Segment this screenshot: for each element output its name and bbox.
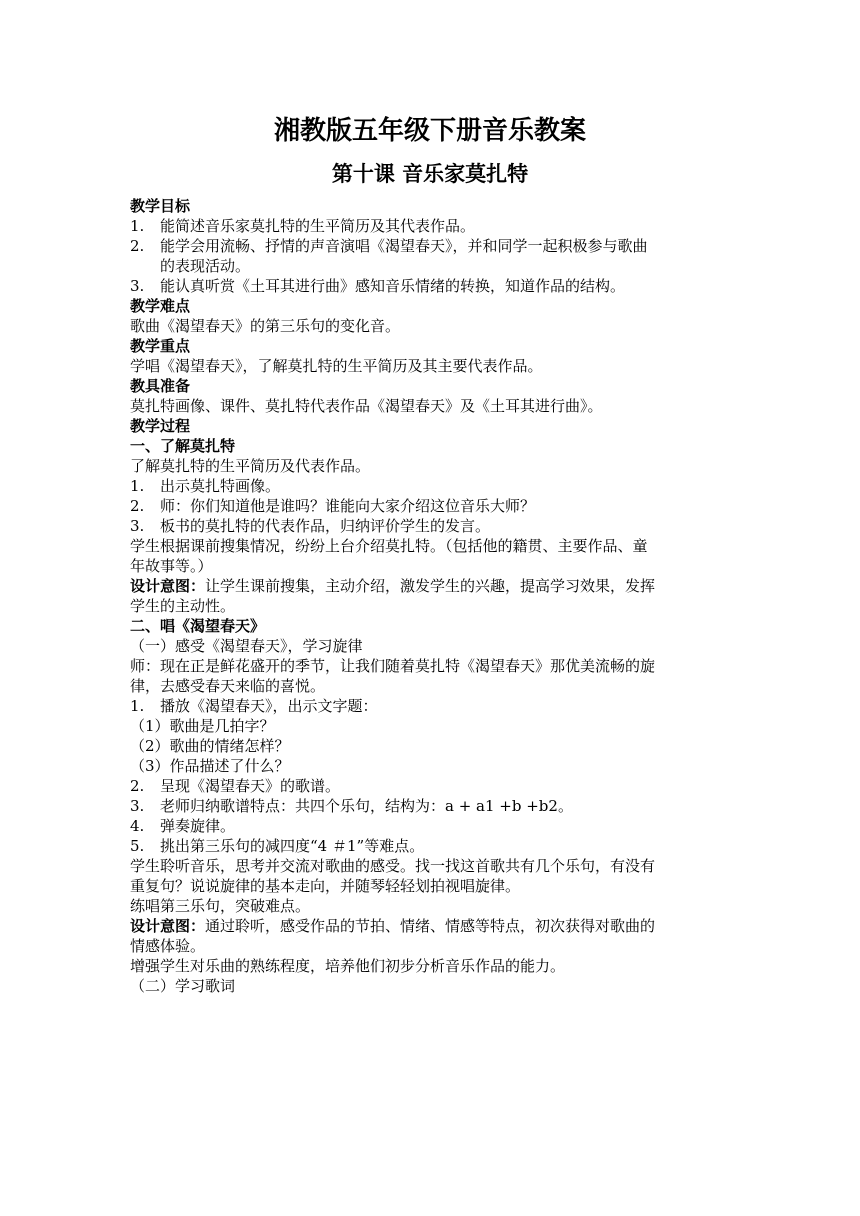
section-heading: 二、唱《渴望春天》 bbox=[130, 617, 266, 635]
paragraph-line: （2）歌曲的情绪怎样？ bbox=[130, 737, 290, 755]
item-number: 1. bbox=[130, 477, 145, 495]
item-text: 挑出第三乐句的减四度“4 ＃1”等难点。 bbox=[160, 837, 425, 855]
section-heading: 教学目标 bbox=[130, 197, 191, 215]
lesson-title: 第十课 音乐家莫扎特 bbox=[331, 161, 529, 186]
paragraph-line: 了解莫扎特的生平简历及代表作品。 bbox=[130, 457, 371, 475]
section-heading: 教学难点 bbox=[130, 297, 191, 315]
paragraph-line: 情感体验。 bbox=[130, 937, 206, 955]
item-number: 1. bbox=[130, 217, 145, 235]
design-intent-text: 通过聆听，感受作品的节拍、情绪、情感等特点，初次获得对歌曲的 bbox=[205, 917, 656, 935]
item-text: 弹奏旋律。 bbox=[160, 817, 236, 835]
numbered-item bbox=[130, 516, 730, 536]
design-intent-label: 设计意图： bbox=[130, 917, 206, 935]
design-intent-line bbox=[130, 576, 730, 596]
document-body bbox=[130, 196, 730, 996]
paragraph-line: 学生根据课前搜集情况，纷纷上台介绍莫扎特。（包括他的籍贯、主要作品、童 bbox=[130, 537, 648, 555]
item-continuation: 的表现活动。 bbox=[160, 257, 251, 275]
paragraph-line: （3）作品描述了什么？ bbox=[130, 757, 290, 775]
paragraph-line: 重复句？说说旋律的基本走向，并随琴轻轻划拍视唱旋律。 bbox=[130, 877, 521, 895]
item-number: 3. bbox=[130, 517, 145, 535]
numbered-item bbox=[130, 816, 730, 836]
item-text: 能简述音乐家莫扎特的生平简历及其代表作品。 bbox=[160, 217, 476, 235]
numbered-item bbox=[130, 236, 730, 256]
item-text: 老师归纳歌谱特点：共四个乐句，结构为：a + a1 +b +b2。 bbox=[160, 797, 573, 815]
section-heading: 教学过程 bbox=[130, 417, 191, 435]
item-text: 师：你们知道他是谁吗？谁能向大家介绍这位音乐大师？ bbox=[160, 497, 536, 515]
paragraph-line: 莫扎特画像、课件、莫扎特代表作品《渴望春天》及《土耳其进行曲》。 bbox=[130, 397, 603, 415]
numbered-item bbox=[130, 696, 730, 716]
section-heading: 教学重点 bbox=[130, 337, 191, 355]
paragraph-line: 歌曲《渴望春天》的第三乐句的变化音。 bbox=[130, 317, 401, 335]
design-intent-label: 设计意图： bbox=[130, 577, 206, 595]
paragraph-line: （1）歌曲是几拍字？ bbox=[130, 717, 275, 735]
item-text: 板书的莫扎特的代表作品，归纳评价学生的发言。 bbox=[160, 517, 491, 535]
numbered-item bbox=[130, 776, 730, 796]
paragraph-line: 师：现在正是鲜花盛开的季节，让我们随着莫扎特《渴望春天》那优美流畅的旋 bbox=[130, 657, 656, 675]
item-number: 2. bbox=[130, 237, 145, 255]
numbered-item bbox=[130, 836, 730, 856]
item-number: 5. bbox=[130, 837, 145, 855]
paragraph-line: 学生聆听音乐，思考并交流对歌曲的感受。找一找这首歌共有几个乐句，有没有 bbox=[130, 857, 656, 875]
item-number: 2. bbox=[130, 497, 145, 515]
numbered-item bbox=[130, 276, 730, 296]
item-text: 呈现《渴望春天》的歌谱。 bbox=[160, 777, 341, 795]
item-number: 2. bbox=[130, 777, 145, 795]
item-number: 3. bbox=[130, 277, 145, 295]
numbered-item bbox=[130, 496, 730, 516]
paragraph-line: 学生的主动性。 bbox=[130, 597, 236, 615]
section-heading: 一、了解莫扎特 bbox=[130, 437, 236, 455]
paragraph-line: 增强学生对乐曲的熟练程度，培养他们初步分析音乐作品的能力。 bbox=[130, 957, 566, 975]
item-text: 能学会用流畅、抒情的声音演唱《渴望春天》，并和同学一起积极参与歌曲 bbox=[160, 237, 648, 255]
item-text: 播放《渴望春天》，出示文字题： bbox=[160, 697, 378, 715]
document-title: 湘教版五年级下册音乐教案 bbox=[273, 116, 586, 146]
item-number: 4. bbox=[130, 817, 145, 835]
design-intent-line bbox=[130, 916, 730, 936]
paragraph-line: （一）感受《渴望春天》，学习旋律 bbox=[130, 637, 363, 655]
numbered-item bbox=[130, 796, 730, 816]
paragraph-line: 律，去感受春天来临的喜悦。 bbox=[130, 677, 326, 695]
item-text: 出示莫扎特画像。 bbox=[160, 477, 281, 495]
section-heading: 教具准备 bbox=[130, 377, 191, 395]
item-text: 能认真听赏《土耳其进行曲》感知音乐情绪的转换，知道作品的结构。 bbox=[160, 277, 626, 295]
paragraph-line: 学唱《渴望春天》，了解莫扎特的生平简历及其主要代表作品。 bbox=[130, 357, 543, 375]
item-number: 1. bbox=[130, 697, 145, 715]
numbered-item bbox=[130, 216, 730, 236]
paragraph-line: （二）学习歌词 bbox=[130, 977, 236, 995]
numbered-item bbox=[130, 476, 730, 496]
paragraph-line: 年故事等。） bbox=[130, 557, 213, 575]
paragraph-line: 练唱第三乐句，突破难点。 bbox=[130, 897, 311, 915]
item-number: 3. bbox=[130, 797, 145, 815]
design-intent-text: 让学生课前搜集，主动介绍，激发学生的兴趣，提高学习效果，发挥 bbox=[205, 577, 656, 595]
